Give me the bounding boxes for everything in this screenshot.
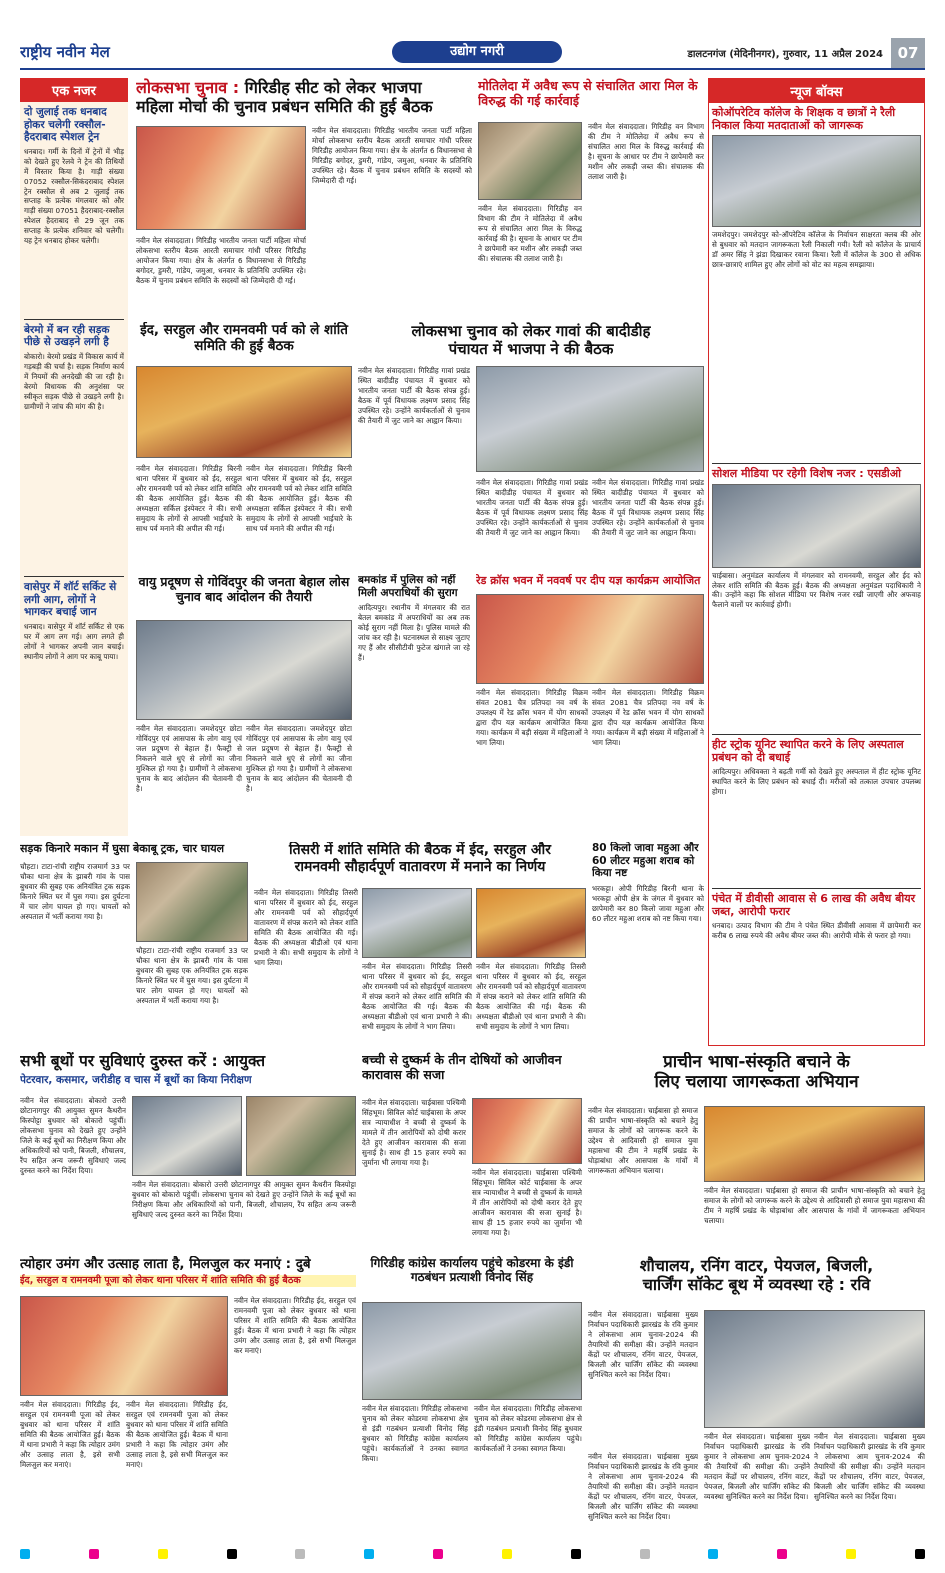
news-box-body-1: जमशेदपुर। जमशेदपुर को-ऑपरेटिव कॉलेज के निर्वाचन साक्षरता क्लब की ओर से बुधवार को मतदान जागरूकता रैली निकाली गयी। रैली को कॉलेज के प्राचार्य डॉ अमर सिंह ने झंडा दिखाकर रवाना किया। रैली में कॉलेज के 300 से अधिक छात्र-छात्राएं शामिल हुए और लोगों को वोट का महत्व समझाया। — [712, 230, 921, 270]
ek-nazar-column — [20, 78, 128, 836]
swatch — [158, 1549, 168, 1559]
swatch — [364, 1549, 374, 1559]
ayukt-subhead: पेटरवार, कसमार, जरीडीह व चास में बूथों का किया निरीक्षण — [20, 1073, 252, 1086]
divider — [24, 319, 124, 320]
lead-photo — [136, 126, 306, 230]
rally-photo — [712, 135, 921, 227]
bacchi-story — [362, 1052, 582, 1250]
mahua-body: भरकट्टा। ओपी गिरिडीह बिरनी थाना के भरकट्टा ओपी क्षेत्र के जंगल में बुधवार को छापेमारी कर 80 किलो जावा महुआ और 60 लीटर महुआ शराब को नष्ट किया गया। — [592, 883, 704, 923]
news-box-body-4: धनबाद। उत्पाद विभाग की टीम ने पंचेत स्थित डीवीसी आवास में छापेमारी कर करीब 6 लाख रुपये की अवैध बीयर जब्त की। आरोपी मौके से फरार हो गया। — [712, 921, 921, 941]
mill-body-cont: नवीन मेल संवाददाता। गिरिडीह वन विभाग की टीम ने मोतिलेदा में अवैध रूप से संचालित आरा मिल के विरुद्ध कार्रवाई की है। सूचना के आधार पर टीम ने छापेमारी कर मशीन और लकड़ी जब्त की। संचालक की तलाश जारी है। — [588, 122, 704, 181]
swatch — [502, 1549, 512, 1559]
swatch — [777, 1549, 787, 1559]
swatch — [20, 1549, 30, 1559]
shanti-body: नवीन मेल संवाददाता। गिरिडीह बिरनी थाना परिसर में बुधवार को ईद, सरहुल और रामनवमी पर्व को लेकर शांति समिति की बैठक आयोजित हुई। बैठक की अध्यक्षता सर्किल इंस्पेक्टर ने की। सभी समुदाय के लोगों से आपसी भाईचारे के साथ पर्व मनाने की अपील की गई। — [136, 464, 242, 533]
shauchalay-body: नवीन मेल संवाददाता। चाईबासा मुख्य निर्वाचन पदाधिकारी झारखंड के रवि कुमार ने लोकसभा आम चुनाव-2024 की तैयारियों की समीक्षा की। उन्होंने मतदान केंद्रों पर शौचालय, रनिंग वाटर, पेयजल, बिजली और चार्जिंग सॉकेट की व्यवस्था सुनिश्चित करने का निर्देश दिया। — [588, 1310, 698, 1379]
ek-nazar-body-3: धनबाद। वासेपुर में शॉर्ट सर्किट से एक घर में आग लग गई। आग लगते ही लोगों ने भागकर अपनी जान बचाई। स्थानीय लोगों ने आग पर काबू पाया। — [24, 621, 124, 661]
ek-nazar-body-1: धनबाद। गर्मी के दिनों में ट्रेनों में भीड़ को देखते हुए रेलवे ने ट्रेन की तिथियों में विस्तार किया है। गाड़ी संख्या 07052 रक्सौल-सिकंदराबाद स्पेशल ट्रेन रक्सौल से अब 2 जुलाई तक सप्ताह के प्रत्येक मंगलवार को और गाड़ी संख्या 07051 हैदराबाद-रक्सौल स्पेशल हैदराबाद से 29 जून तक सप्ताह के प्रत्येक शनिवार को चलेगी। यह ट्रेन धनबाद होकर चलेगी। — [24, 146, 124, 246]
ek-nazar-headline-3: वासेपुर में शॉर्ट सर्किट से लगी आग, लोगों ने भागकर बचाई जान — [24, 580, 117, 619]
pollution-headline: वायु प्रदूषण से गोविंदपुर की जनता बेहाल लोस चुनाव बाद आंदोलन की तैयारी — [138, 574, 350, 604]
swatch — [571, 1549, 581, 1559]
bhasha-headline-line1: प्राचीन भाषा-संस्कृति बचाने के — [663, 1052, 850, 1072]
mill-photo — [478, 122, 582, 200]
bhasha-photo — [704, 1106, 925, 1182]
congress-body-cont: नवीन मेल संवाददाता। गिरिडीह लोकसभा चुनाव को लेकर कोडरमा लोकसभा क्षेत्र से इंडी गठबंधन प्रत्याशी विनोद सिंह बुधवार को गिरिडीह कांग्रेस कार्यालय पहुंचे। कार्यकर्ताओं ने उनका स्वागत किया। — [474, 1404, 582, 1453]
news-box-headline-3: हीट स्ट्रोक यूनिट स्थापित करने के लिए अस्पताल प्रबंधन को दी बधाई — [712, 737, 904, 764]
ek-nazar-headline-2: बेरमो में बन रही सड़क पीछे से उखड़ने लगी है — [24, 323, 110, 349]
redcross-headline: रेड क्रॉस भवन में नववर्ष पर दीप यज्ञ कार्यक्रम आयोजित — [476, 574, 701, 587]
tyohar-body: नवीन मेल संवाददाता। गिरिडीह ईद, सरहुल एवं रामनवमी पूजा को लेकर बुधवार को थाना परिसर में शांति समिति की बैठक आयोजित हुई। बैठक में थाना प्रभारी ने कहा कि त्योहार उमंग और उत्साह लाता है, इसे सभी मिलजुल कर मनाएं। — [20, 1400, 120, 1469]
shauchalay-headline-line1: शौचालय, रनिंग वाटर, पेयजल, बिजली, — [639, 1256, 874, 1275]
redcross-body-cont: नवीन मेल संवाददाता। गिरिडीह विक्रम संवत 2081 चैत्र प्रतिपदा नव वर्ष के उपलक्ष्य में रेड क्रॉस भवन में योग साधकों द्वारा दीप यज्ञ कार्यक्रम आयोजित किया गया। कार्यक्रम में बड़ी संख्या में महिलाओं ने भाग लिया। — [592, 688, 704, 747]
tyohar-body-cont2: नवीन मेल संवाददाता। गिरिडीह ईद, सरहुल एवं रामनवमी पूजा को लेकर बुधवार को थाना परिसर में शांति समिति की बैठक आयोजित हुई। बैठक में थाना प्रभारी ने कहा कि त्योहार उमंग और उत्साह लाता है, इसे सभी मिलजुल कर मनाएं। — [234, 1296, 356, 1355]
bacchi-photo — [472, 1098, 582, 1164]
section-title: उद्योग नगरी — [392, 41, 562, 63]
bhasha-body: नवीन मेल संवाददाता। चाईबासा हो समाज की प्राचीन भाषा-संस्कृति को बचाने हेतु समाज के लोगों को जागरूक करने के उद्देश्य से आदिवासी हो समाज युवा महासभा की टीम ने महर्षि प्रखंड के घोड़ाबांधा और आसपास के गांवों में जागरूकता अभियान चलाया। — [588, 1106, 698, 1175]
ek-nazar-body-2: बोकारो। बेरमो प्रखंड में विकास कार्य में गड़बड़ी की चर्चा है। सड़क निर्माण कार्य में नियमों की अनदेखी की जा रही है। बेरमो विधायक की अनुशंसा पर स्वीकृत सड़क पीछे से उखड़ने लगी है। ग्रामीणों ने जांच की मांग की है। — [24, 351, 124, 411]
lead-story — [136, 78, 472, 314]
swatch — [295, 1549, 305, 1559]
congress-body: नवीन मेल संवाददाता। गिरिडीह लोकसभा चुनाव को लेकर कोडरमा लोकसभा क्षेत्र से इंडी गठबंधन प्रत्याशी विनोद सिंह बुधवार को गिरिडीह कांग्रेस कार्यालय पहुंचे। कार्यकर्ताओं ने उनका स्वागत किया। — [362, 1404, 468, 1463]
shauchalay-body-cont: नवीन मेल संवाददाता। चाईबासा मुख्य निर्वाचन पदाधिकारी झारखंड के रवि कुमार ने लोकसभा आम चुनाव-2024 की तैयारियों की समीक्षा की। उन्होंने मतदान केंद्रों पर शौचालय, रनिंग वाटर, पेयजल, बिजली और चार्जिंग सॉकेट की व्यवस्था सुनिश्चित करने का निर्देश दिया। — [588, 1452, 698, 1521]
shauchalay-story — [588, 1256, 925, 1544]
tisri-body-cont: नवीन मेल संवाददाता। गिरिडीह तिसरी थाना परिसर में बुधवार को ईद, सरहुल और रामनवमी पर्व को सौहार्दपूर्ण वातावरण में संपन्न कराने को लेकर शांति समिति की बैठक आयोजित की गई। बैठक की अध्यक्षता बीडीओ एवं थाना प्रभारी ने की। सभी समुदाय के लोगों ने भाग लिया। — [362, 962, 472, 1031]
lead-headline-line1: गिरिडीह सीट को लेकर भाजपा — [244, 78, 422, 97]
news-box-body-3: आदित्यपुर। अधिवक्ता ने बढ़ती गर्मी को देखते हुए अस्पताल में हीट स्ट्रोक यूनिट स्थापित करने के लिए प्रबंधन को बधाई दी। मरीजों को तत्काल उपचार उपलब्ध होगा। — [712, 766, 921, 796]
swatch — [915, 1549, 925, 1559]
swatch — [708, 1549, 718, 1559]
ayukt-headline: सभी बूथों पर सुविधाएं दुरुस्त करें : आयुक्त — [20, 1052, 266, 1070]
shanti-body-cont: नवीन मेल संवाददाता। गिरिडीह बिरनी थाना परिसर में बुधवार को ईद, सरहुल और रामनवमी पर्व को लेकर शांति समिति की बैठक आयोजित हुई। बैठक की अध्यक्षता सर्किल इंस्पेक्टर ने की। सभी समुदाय के लोगों से आपसी भाईचारे के साथ पर्व मनाने की अपील की गई। — [246, 464, 352, 533]
ek-nazar-headline-1: दो जुलाई तक धनबाद होकर चलेगी रक्सौल-हैदराबाद स्पेशल ट्रेन — [24, 106, 107, 144]
tisri-photo-2 — [476, 888, 586, 958]
bacchi-body-cont: नवीन मेल संवाददाता। चाईबासा पश्चिमी सिंहभूम। सिविल कोर्ट चाईबासा के अपर सत्र न्यायाधीश ने बच्ची से दुष्कर्म के मामले में तीन आरोपियों को दोषी करार देते हुए आजीवन कारावास की सजा सुनाई है। साथ ही 15 हजार रुपये का जुर्माना भी लगाया गया है। — [472, 1168, 582, 1237]
badidih-body-cont: नवीन मेल संवाददाता। गिरिडीह गावां प्रखंड स्थित बादीडीह पंचायत में बुधवार को भारतीय जनता पार्टी की बैठक संपन्न हुई। बैठक में पूर्व विधायक लक्ष्मण प्रसाद सिंह उपस्थित रहे। उन्होंने कार्यकर्ताओं से चुनाव की तैयारी में जुट जाने का आह्वान किया। — [476, 478, 588, 537]
news-box-headline-2: सोशल मीडिया पर रहेगी विशेष नजर : एसडीओ — [712, 467, 902, 481]
tisri-story — [254, 842, 586, 1046]
dateline: डालटनगंज (मेदिनीनगर), गुरुवार, 11 अप्रैल 2024 — [687, 49, 883, 60]
pollution-photo — [136, 620, 352, 720]
masthead: राष्ट्रीय नवीन मेल — [20, 43, 110, 61]
color-registration-bar — [20, 1548, 925, 1560]
bamkand-headline: बमकांड में पुलिस को नहीं मिली अपराधियों की सुराग — [358, 574, 458, 599]
shauchalay-photo — [704, 1310, 925, 1428]
pollution-body-cont: नवीन मेल संवाददाता। जमशेदपुर छोटा गोविंदपुर एवं आसपास के लोग वायु एवं जल प्रदूषण से बेहाल हैं। फैक्ट्री से निकलने वाले धुएं से लोगों का जीना मुश्किल हो गया है। ग्रामीणों ने लोकसभा चुनाव के बाद आंदोलन की चेतावनी दी है। — [246, 724, 352, 793]
truck-story — [20, 842, 248, 1046]
news-box-headline-4: पंचेत में डीवीसी आवास से 6 लाख की अवैध बीयर जब्त, आरोपी फरार — [712, 891, 916, 919]
shauchalay-body-cont3: नवीन मेल संवाददाता। चाईबासा मुख्य निर्वाचन पदाधिकारी झारखंड के रवि कुमार ने लोकसभा आम चुनाव-2024 की तैयारियों की समीक्षा की। उन्होंने मतदान केंद्रों पर शौचालय, रनिंग वाटर, पेयजल, बिजली और चार्जिंग सॉकेट की व्यवस्था सुनिश्चित करने का निर्देश दिया। — [814, 1432, 925, 1501]
shanti-story — [136, 322, 352, 566]
news-box — [708, 78, 925, 1046]
bhasha-story — [588, 1052, 925, 1250]
badidih-photo — [476, 366, 704, 472]
ayukt-story — [20, 1052, 356, 1250]
ek-nazar-title: एक नजर — [20, 78, 128, 102]
bacchi-body: नवीन मेल संवाददाता। चाईबासा पश्चिमी सिंहभूम। सिविल कोर्ट चाईबासा के अपर सत्र न्यायाधीश ने बच्ची से दुष्कर्म के मामले में तीन आरोपियों को दोषी करार देते हुए आजीवन कारावास की सजा सुनाई है। साथ ही 15 हजार रुपये का जुर्माना भी लगाया गया है। — [362, 1098, 466, 1167]
badidih-body-cont2: नवीन मेल संवाददाता। गिरिडीह गावां प्रखंड स्थित बादीडीह पंचायत में बुधवार को भारतीय जनता पार्टी की बैठक संपन्न हुई। बैठक में पूर्व विधायक लक्ष्मण प्रसाद सिंह उपस्थित रहे। उन्होंने कार्यकर्ताओं से चुनाव की तैयारी में जुट जाने का आह्वान किया। — [592, 478, 704, 537]
tyohar-story — [20, 1256, 356, 1544]
ayukt-photo-1 — [132, 1096, 242, 1176]
congress-story — [362, 1256, 582, 1544]
page-header — [20, 38, 925, 70]
bamkand-body: आदित्यपुर। रथानीय में मंगलवार की रात बेतल बमकांड में अपराधियों का अब तक कोई सुराग नहीं मिला है। पुलिस मामले की जांच कर रही है। घटनास्थल से साक्ष्य जुटाए गए हैं और सीसीटीवी फुटेज खंगाले जा रहे हैं। — [358, 603, 470, 662]
bhasha-headline-line2: लिए चलाया जागरूकता अभियान — [654, 1072, 859, 1093]
news-box-headline-1: कोऑपरेटिव कॉलेज के शिक्षक व छात्रों ने रैली निकाल किया मतदाताओं को जागरूक — [712, 106, 896, 133]
mill-headline: मोतिलेदा में अवैध रूप से संचालित आरा मिल के विरुद्ध की गई कार्रवाई — [478, 78, 698, 108]
tyohar-body-cont: नवीन मेल संवाददाता। गिरिडीह ईद, सरहुल एवं रामनवमी पूजा को लेकर बुधवार को थाना परिसर में शांति समिति की बैठक आयोजित हुई। बैठक में थाना प्रभारी ने कहा कि त्योहार उमंग और उत्साह लाता है, इसे सभी मिलजुल कर मनाएं। — [126, 1400, 228, 1469]
shauchalay-body-cont2: नवीन मेल संवाददाता। चाईबासा मुख्य निर्वाचन पदाधिकारी झारखंड के रवि कुमार ने लोकसभा आम चुनाव-2024 की तैयारियों की समीक्षा की। उन्होंने मतदान केंद्रों पर शौचालय, रनिंग वाटर, पेयजल, बिजली और चार्जिंग सॉकेट की व्यवस्था सुनिश्चित करने का निर्देश दिया। — [704, 1432, 810, 1501]
lead-headline — [136, 78, 472, 97]
mahua-headline: 80 किलो जावा महुआ और 60 लीटर महुआ शराब को किया नष्ट — [592, 842, 699, 880]
tisri-headline-line1: तिसरी में शांति समिति की बैठक में ईद, सरहुल और — [289, 842, 551, 858]
lead-headline-line2: महिला मोर्चा की चुनाव प्रबंधन समिति की हुई बैठक — [136, 97, 433, 117]
lead-body-cont: नवीन मेल संवाददाता। गिरिडीह भारतीय जनता पार्टी महिला मोर्चा लोकसभा स्तरीय बैठक आरती समाचार गांधी परिसर गिरिडीह आयोजन किया गया। क्षेत्र के अंतर्गत 6 विधानसभा से गिरिडीह बगोदर, डुमरी, गांडेय, जमुआ, धनवार के प्रतिनिधि उपस्थित रहे। बैठक में चुनाव प्रबंधन समिति के सदस्यों को जिम्मेदारी दी गई। — [136, 236, 306, 285]
tyohar-headline: त्योहार उमंग और उत्साह लाता है, मिलजुल कर मनाएं : दुबे — [20, 1256, 311, 1272]
congress-headline: गिरिडीह कांग्रेस कार्यालय पहुंचे कोडरमा के इंडी गठबंधन प्रत्याशी विनोद सिंह — [370, 1256, 574, 1285]
badidih-headline-line1: लोकसभा चुनाव को लेकर गावां की बादीडीह — [411, 322, 651, 340]
truck-photo — [136, 862, 248, 942]
news-box-title: न्यूज बॉक्स — [709, 79, 924, 103]
bhasha-body-cont: नवीन मेल संवाददाता। चाईबासा हो समाज की प्राचीन भाषा-संस्कृति को बचाने हेतु समाज के लोगों को जागरूक करने के उद्देश्य से आदिवासी हो समाज युवा महासभा की टीम ने महर्षि प्रखंड के घोड़ाबांधा और आसपास के गांवों में जागरूकता अभियान चलाया। — [704, 1186, 925, 1225]
tyohar-subhead: ईद, सरहुल व रामनवमी पूजा को लेकर थाना परिसर में शांति समिति की हुई बैठक — [20, 1275, 356, 1286]
divider — [712, 463, 921, 464]
divider — [712, 734, 921, 735]
swatch — [640, 1549, 650, 1559]
pollution-story — [136, 574, 352, 836]
mill-body: नवीन मेल संवाददाता। गिरिडीह वन विभाग की टीम ने मोतिलेदा में अवैध रूप से संचालित आरा मिल के विरुद्ध कार्रवाई की है। सूचना के आधार पर टीम ने छापेमारी कर मशीन और लकड़ी जब्त की। संचालक की तलाश जारी है। — [478, 204, 582, 263]
badidih-story — [358, 322, 704, 566]
tisri-body-cont2: नवीन मेल संवाददाता। गिरिडीह तिसरी थाना परिसर में बुधवार को ईद, सरहुल और रामनवमी पर्व को सौहार्दपूर्ण वातावरण में संपन्न कराने को लेकर शांति समिति की बैठक आयोजित की गई। बैठक की अध्यक्षता बीडीओ एवं थाना प्रभारी ने की। सभी समुदाय के लोगों ने भाग लिया। — [476, 962, 586, 1031]
meeting-photo — [712, 484, 921, 568]
truck-body: चौहटा। टाटा-रांची राष्ट्रीय राजमार्ग 33 पर चौका थाना क्षेत्र के झाबरी गांव के पास बुधवार की सुबह एक अनियंत्रित ट्रक सड़क किनारे स्थित घर में घुस गया। इस दुर्घटना में चार लोग घायल हो गए। घायलों को अस्पताल में भर्ती कराया गया है। — [20, 862, 130, 921]
mahua-story — [592, 842, 704, 1046]
page-number: 07 — [891, 38, 925, 68]
pollution-body: नवीन मेल संवाददाता। जमशेदपुर छोटा गोविंदपुर एवं आसपास के लोग वायु एवं जल प्रदूषण से बेहाल हैं। फैक्ट्री से निकलने वाले धुएं से लोगों का जीना मुश्किल हो गया है। ग्रामीणों ने लोकसभा चुनाव के बाद आंदोलन की चेतावनी दी है। — [136, 724, 242, 793]
ayukt-body: नवीन मेल संवाददाता। बोकारो उत्तरी छोटानागपुर की आयुक्त सुमन कैथरीन किस्पोट्टा बुधवार को बोकारो पहुंचीं। लोकसभा चुनाव को देखते हुए उन्होंने जिले के कई बूथों का निरीक्षण किया और अधिकारियों को पानी, बिजली, शौचालय, रैंप सहित अन्य जरूरी सुविधाएं जल्द दुरुस्त करने का निर्देश दिया। — [20, 1096, 126, 1175]
swatch — [89, 1549, 99, 1559]
badidih-headline-line2: पंचायत में भाजपा ने की बैठक — [448, 340, 614, 358]
tisri-photo-1 — [362, 888, 472, 958]
bamkand-story — [358, 574, 470, 836]
redcross-body: नवीन मेल संवाददाता। गिरिडीह विक्रम संवत 2081 चैत्र प्रतिपदा नव वर्ष के उपलक्ष्य में रेड क्रॉस भवन में योग साधकों द्वारा दीप यज्ञ कार्यक्रम आयोजित किया गया। कार्यक्रम में बड़ी संख्या में महिलाओं ने भाग लिया। — [476, 688, 588, 747]
tisri-body: नवीन मेल संवाददाता। गिरिडीह तिसरी थाना परिसर में बुधवार को ईद, सरहुल और रामनवमी पर्व को सौहार्दपूर्ण वातावरण में संपन्न कराने को लेकर शांति समिति की बैठक आयोजित की गई। बैठक की अध्यक्षता बीडीओ एवं थाना प्रभारी ने की। सभी समुदाय के लोगों ने भाग लिया। — [254, 888, 358, 967]
news-box-body-2: चाईबासा। अनुमंडल कार्यालय में मंगलवार को रामनवमी, सरहुल और ईद को लेकर शांति समिति की बैठक हुई। बैठक की अध्यक्षता अनुमंडल पदाधिकारी ने की। उन्होंने कहा कि सोशल मीडिया पर विशेष नजर रखी जाएगी और अफवाह फैलाने वालों पर कार्रवाई होगी। — [712, 570, 921, 610]
swatch — [433, 1549, 443, 1559]
shanti-photo — [136, 366, 352, 458]
lead-body: नवीन मेल संवाददाता। गिरिडीह भारतीय जनता पार्टी महिला मोर्चा लोकसभा स्तरीय बैठक आरती समाचार गांधी परिसर गिरिडीह आयोजन किया गया। क्षेत्र के अंतर्गत 6 विधानसभा से गिरिडीह बगोदर, डुमरी, गांडेय, जमुआ, धनवार के प्रतिनिधि उपस्थित रहे। बैठक में चुनाव प्रबंधन समिति के सदस्यों को जिम्मेदारी दी गई। — [312, 126, 472, 185]
tisri-headline-line2: रामनवमी सौहार्दपूर्ण वातावरण में मनाने का निर्णय — [294, 858, 546, 875]
divider — [24, 576, 124, 577]
mill-story — [478, 78, 704, 314]
shanti-headline: ईद, सरहुल और रामनवमी पर्व को ले शांति समिति की हुई बैठक — [140, 322, 348, 355]
lead-kicker: लोकसभा चुनाव : — [136, 78, 240, 97]
swatch — [227, 1549, 237, 1559]
ayukt-body-cont: नवीन मेल संवाददाता। बोकारो उत्तरी छोटानागपुर की आयुक्त सुमन कैथरीन किस्पोट्टा बुधवार को बोकारो पहुंचीं। लोकसभा चुनाव को देखते हुए उन्होंने जिले के कई बूथों का निरीक्षण किया और अधिकारियों को पानी, बिजली, शौचालय, रैंप सहित अन्य जरूरी सुविधाएं जल्द दुरुस्त करने का निर्देश दिया। — [132, 1180, 356, 1219]
badidih-body: नवीन मेल संवाददाता। गिरिडीह गावां प्रखंड स्थित बादीडीह पंचायत में बुधवार को भारतीय जनता पार्टी की बैठक संपन्न हुई। बैठक में पूर्व विधायक लक्ष्मण प्रसाद सिंह उपस्थित रहे। उन्होंने कार्यकर्ताओं से चुनाव की तैयारी में जुट जाने का आह्वान किया। — [358, 366, 470, 425]
tyohar-photo — [20, 1296, 228, 1396]
redcross-photo — [476, 594, 704, 684]
divider — [712, 888, 921, 889]
swatch — [846, 1549, 856, 1559]
redcross-story — [476, 574, 704, 836]
ayukt-photo-2 — [246, 1096, 356, 1176]
truck-body-cont: चौहटा। टाटा-रांची राष्ट्रीय राजमार्ग 33 पर चौका थाना क्षेत्र के झाबरी गांव के पास बुधवार की सुबह एक अनियंत्रित ट्रक सड़क किनारे स्थित घर में घुस गया। इस दुर्घटना में चार लोग घायल हो गए। घायलों को अस्पताल में भर्ती कराया गया है। — [136, 946, 248, 1005]
congress-photo — [362, 1302, 582, 1400]
shauchalay-headline-line2: चार्जिंग सॉकेट बूथ में व्यवस्था रहे : रवि — [642, 1275, 871, 1295]
truck-headline: सड़क किनारे मकान में घुसा बेकाबू ट्रक, चार घायल — [20, 842, 225, 855]
bacchi-headline: बच्ची से दुष्कर्म के तीन दोषियों को आजीवन कारावास की सजा — [362, 1052, 562, 1082]
